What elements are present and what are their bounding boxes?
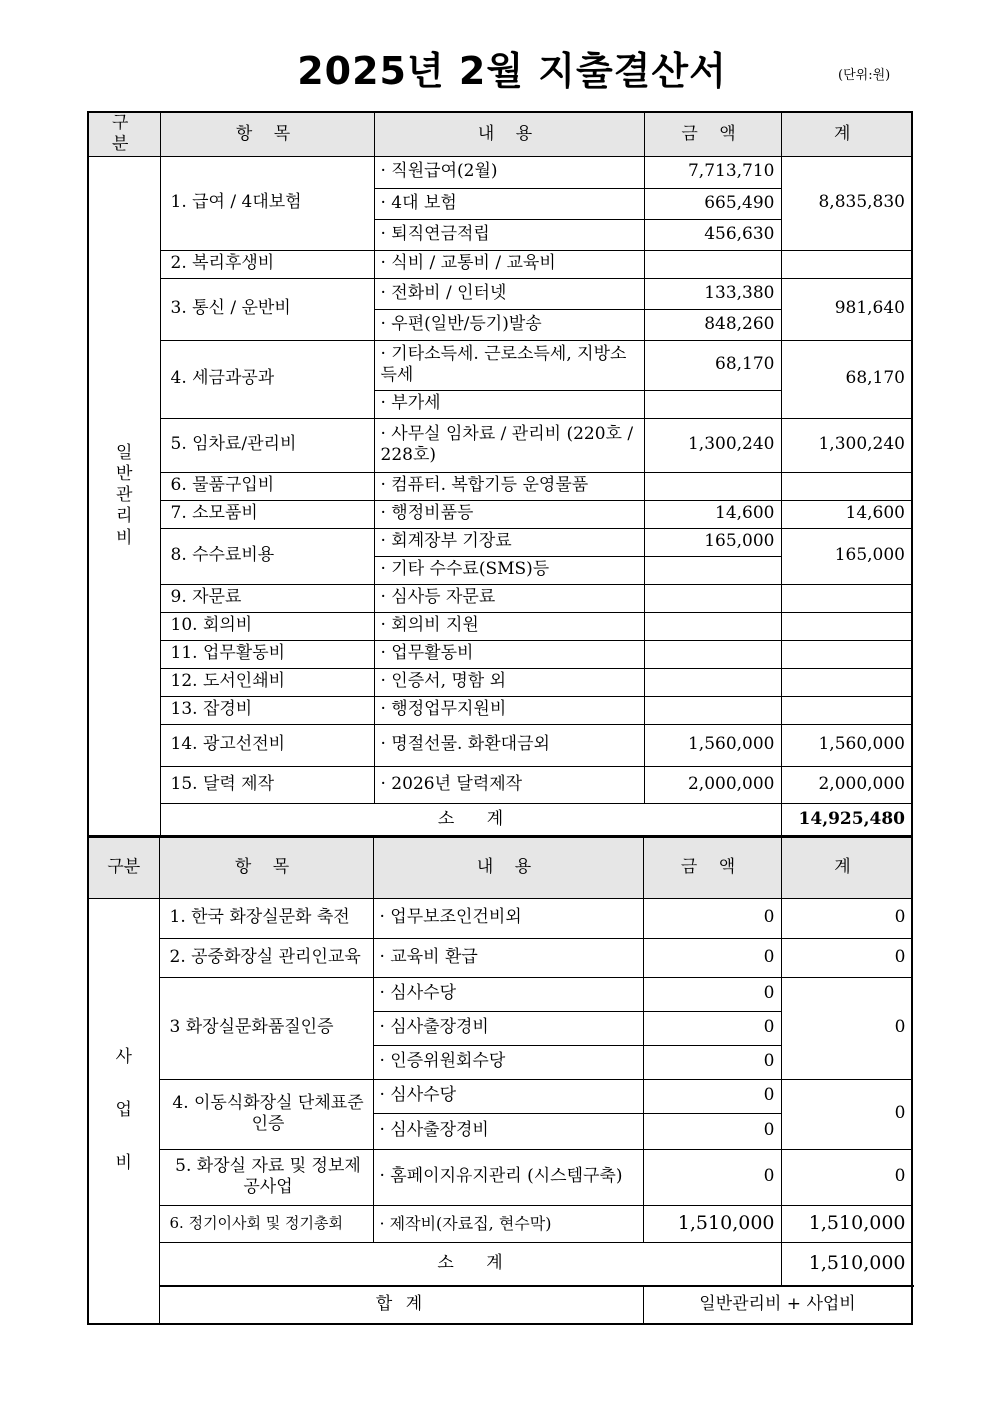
item-amount: 456,630 — [644, 219, 781, 250]
header-item: 항 목 — [159, 837, 373, 898]
item-name: 14. 광고선전비 — [160, 724, 374, 766]
item-amount: 1,300,240 — [644, 418, 781, 472]
item-line: · 행정업무지원비 — [374, 696, 644, 724]
item-name: 2. 공중화장실 관리인교육 — [159, 938, 373, 977]
item-total — [781, 668, 912, 696]
item-amount: 14,600 — [644, 500, 781, 528]
item-total: 0 — [781, 1149, 912, 1205]
item-line: · 업무활동비 — [374, 640, 644, 668]
item-amount — [644, 472, 781, 500]
item-amount: 0 — [643, 1113, 781, 1149]
item-total: 981,640 — [781, 278, 912, 340]
item-total: 68,170 — [781, 340, 912, 418]
item-total: 2,000,000 — [781, 766, 912, 803]
item-name: 11. 업무활동비 — [160, 640, 374, 668]
item-amount — [644, 250, 781, 278]
item-amount: 1,560,000 — [644, 724, 781, 766]
item-line: · 기타 수수료(SMS)등 — [374, 556, 644, 584]
item-line: · 기타소득세. 근로소득세, 지방소득세 — [374, 340, 644, 390]
item-line: · 우편(일반/등기)발송 — [374, 309, 644, 340]
item-amount: 133,380 — [644, 278, 781, 309]
item-total: 14,600 — [781, 500, 912, 528]
item-line: · 부가세 — [374, 390, 644, 418]
item-name: 3 화장실문화품질인증 — [159, 977, 373, 1079]
item-total — [781, 612, 912, 640]
item-total: 1,510,000 — [781, 1205, 912, 1242]
header-amount: 금 액 — [644, 112, 781, 156]
header-amount: 금 액 — [643, 837, 781, 898]
item-total: 0 — [781, 1079, 912, 1149]
header-item: 항 목 — [160, 112, 374, 156]
subtotal-label: 소 계 — [159, 1242, 781, 1286]
item-total: 0 — [781, 977, 912, 1079]
item-amount: 0 — [643, 1149, 781, 1205]
subtotal-value: 14,925,480 — [781, 803, 912, 836]
item-total: 0 — [781, 898, 912, 938]
grand-total-desc: 일반관리비 + 사업비 — [643, 1286, 912, 1324]
header-content: 내 용 — [373, 837, 643, 898]
item-total — [781, 640, 912, 668]
item-name: 7. 소모품비 — [160, 500, 374, 528]
grand-total-label: 합 계 — [159, 1286, 643, 1324]
item-amount — [644, 612, 781, 640]
header-total: 계 — [781, 112, 912, 156]
item-total — [781, 250, 912, 278]
project-expense-table — [87, 836, 913, 1325]
item-amount: 848,260 — [644, 309, 781, 340]
item-line: · 퇴직연금적립 — [374, 219, 644, 250]
item-amount: 665,490 — [644, 188, 781, 219]
item-name: 5. 임차료/관리비 — [160, 418, 374, 472]
item-name: 15. 달력 제작 — [160, 766, 374, 803]
item-line: · 회의비 지원 — [374, 612, 644, 640]
item-amount: 0 — [643, 1045, 781, 1079]
item-line: · 제작비(자료집, 현수막) — [373, 1205, 643, 1242]
unit-label: (단위:원) — [838, 68, 891, 83]
item-name: 13. 잡경비 — [160, 696, 374, 724]
item-name: 8. 수수료비용 — [160, 528, 374, 584]
item-line: · 심사수당 — [373, 1079, 643, 1113]
item-line: · 2026년 달력제작 — [374, 766, 644, 803]
item-name: 5. 화장실 자료 및 정보제공사업 — [159, 1149, 373, 1205]
item-amount — [644, 696, 781, 724]
item-amount — [644, 556, 781, 584]
item-line: · 인증서, 명함 외 — [374, 668, 644, 696]
item-amount: 68,170 — [644, 340, 781, 390]
item-amount: 0 — [643, 898, 781, 938]
item-amount: 7,713,710 — [644, 156, 781, 188]
item-line: · 4대 보험 — [374, 188, 644, 219]
item-line: · 컴퓨터. 복합기등 운영물품 — [374, 472, 644, 500]
item-amount: 0 — [643, 977, 781, 1011]
general-expense-table — [87, 111, 913, 837]
item-name: 10. 회의비 — [160, 612, 374, 640]
page-title: 2025년 2월 지출결산서 — [297, 49, 727, 93]
header-category: 구분 — [88, 837, 159, 898]
item-name: 3. 통신 / 운반비 — [160, 278, 374, 340]
header-content: 내 용 — [374, 112, 644, 156]
item-total: 1,560,000 — [781, 724, 912, 766]
item-name: 2. 복리후생비 — [160, 250, 374, 278]
item-amount: 165,000 — [644, 528, 781, 556]
item-amount: 0 — [643, 1079, 781, 1113]
item-line: · 회계장부 기장료 — [374, 528, 644, 556]
item-line: · 교육비 환급 — [373, 938, 643, 977]
item-amount: 0 — [643, 938, 781, 977]
item-line: · 인증위원회수당 — [373, 1045, 643, 1079]
item-amount: 0 — [643, 1011, 781, 1045]
item-amount: 1,510,000 — [643, 1205, 781, 1242]
item-line: · 심사출장경비 — [373, 1113, 643, 1149]
item-line: · 전화비 / 인터넷 — [374, 278, 644, 309]
item-line: · 홈페이지유지관리 (시스템구축) — [373, 1149, 643, 1205]
item-name: 6. 물품구입비 — [160, 472, 374, 500]
item-line: · 심사등 자문료 — [374, 584, 644, 612]
item-line: · 업무보조인건비외 — [373, 898, 643, 938]
header-category: 구 분 — [88, 112, 160, 156]
item-name: 12. 도서인쇄비 — [160, 668, 374, 696]
item-name: 4. 세금과공과 — [160, 340, 374, 418]
item-amount — [644, 668, 781, 696]
category-general: 일 반 관 리 비 — [88, 156, 160, 836]
item-line: · 명절선물. 화환대금외 — [374, 724, 644, 766]
item-total: 165,000 — [781, 528, 912, 584]
item-line: · 직원급여(2월) — [374, 156, 644, 188]
item-amount — [644, 640, 781, 668]
item-name: 1. 급여 / 4대보험 — [160, 156, 374, 250]
item-line: · 식비 / 교통비 / 교육비 — [374, 250, 644, 278]
header-total: 계 — [781, 837, 912, 898]
item-line: · 심사출장경비 — [373, 1011, 643, 1045]
item-name: 4. 이동식화장실 단체표준인증 — [159, 1079, 373, 1149]
item-name: 6. 정기이사회 및 정기총회 — [159, 1205, 373, 1242]
item-total — [781, 472, 912, 500]
item-total — [781, 584, 912, 612]
item-total: 0 — [781, 938, 912, 977]
item-name: 1. 한국 화장실문화 축전 — [159, 898, 373, 938]
item-total: 8,835,830 — [781, 156, 912, 250]
subtotal-label: 소 계 — [160, 803, 781, 836]
item-amount — [644, 390, 781, 418]
category-project: 사 업 비 — [88, 898, 159, 1324]
item-total: 1,300,240 — [781, 418, 912, 472]
item-line: · 사무실 임차료 / 관리비 (220호 / 228호) — [374, 418, 644, 472]
item-name: 9. 자문료 — [160, 584, 374, 612]
subtotal-value: 1,510,000 — [781, 1242, 912, 1286]
item-line: · 행정비품등 — [374, 500, 644, 528]
item-amount: 2,000,000 — [644, 766, 781, 803]
item-line: · 심사수당 — [373, 977, 643, 1011]
item-amount — [644, 584, 781, 612]
item-total — [781, 696, 912, 724]
